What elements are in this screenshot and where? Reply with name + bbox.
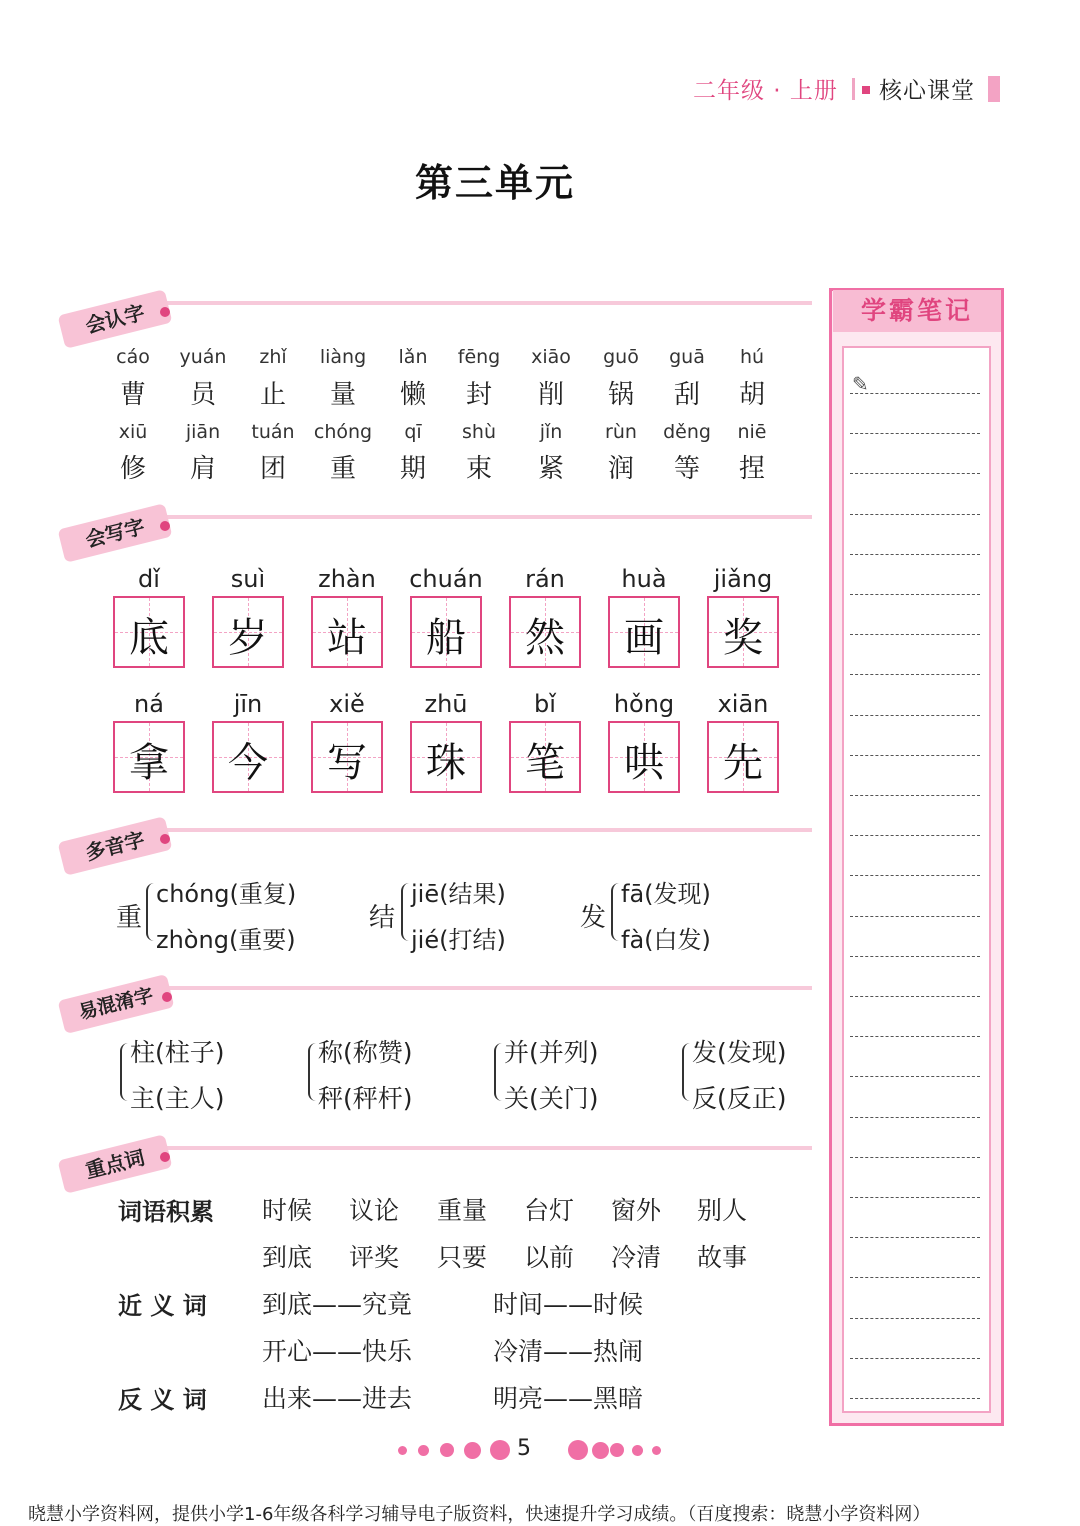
pinyin: niē xyxy=(737,421,767,443)
write-char: 奖 xyxy=(723,615,763,661)
write-char: 拿 xyxy=(129,740,169,786)
pinyin: xiě xyxy=(329,690,365,718)
pinyin: ná xyxy=(134,690,164,718)
pinyin: cáo xyxy=(116,346,150,368)
confusable-item: 发(发现) xyxy=(692,1038,787,1067)
polyphone-reading: chóng(重复) xyxy=(156,880,297,908)
write-char: 今 xyxy=(228,740,268,786)
pinyin: xiū xyxy=(118,421,148,443)
note-line xyxy=(850,1237,980,1238)
pinyin: shù xyxy=(462,421,496,443)
section-divider xyxy=(160,986,812,990)
note-line xyxy=(850,996,980,997)
tag-dot xyxy=(160,521,170,531)
polyphone-reading: jiē(结果) xyxy=(411,880,506,908)
keyword: 窗外 xyxy=(611,1196,662,1225)
recognize-char: 重 xyxy=(329,454,356,484)
pinyin: bǐ xyxy=(534,690,556,718)
recognize-char: 刮 xyxy=(673,380,700,410)
recognize-char: 曹 xyxy=(119,380,146,410)
brace xyxy=(308,1043,317,1101)
recognize-char: 胡 xyxy=(738,380,765,410)
write-char: 先 xyxy=(723,740,763,786)
note-line xyxy=(850,594,980,595)
notes-area xyxy=(842,346,991,1413)
recognize-char: 等 xyxy=(673,454,700,484)
note-line xyxy=(850,755,980,756)
keyword: 重量 xyxy=(437,1196,488,1225)
polyphone-reading: fà(白发) xyxy=(621,926,711,954)
brace xyxy=(611,883,621,941)
write-char: 写 xyxy=(327,740,367,786)
recognize-char: 封 xyxy=(465,380,492,410)
pinyin: hú xyxy=(739,346,765,368)
recognize-char: 润 xyxy=(607,454,634,484)
pinyin: xiāo xyxy=(531,346,571,368)
recognize-char: 量 xyxy=(329,380,356,410)
course-label: 核心课堂 xyxy=(879,78,975,104)
page-dot xyxy=(652,1446,661,1455)
brace xyxy=(120,1043,129,1101)
tag-dot xyxy=(162,992,172,1002)
pinyin: jiān xyxy=(185,421,221,443)
section-divider xyxy=(160,1146,812,1150)
polyphone-reading: jié(打结) xyxy=(411,926,506,954)
antonym-label: 反 义 词 xyxy=(118,1386,207,1414)
header-divider xyxy=(852,78,855,100)
polyphone-reading: zhòng(重要) xyxy=(156,926,296,954)
section-tag-recognize: 会认字 xyxy=(58,289,173,349)
pinyin: jīn xyxy=(233,690,263,718)
pinyin: hǒng xyxy=(613,690,675,718)
write-char: 底 xyxy=(129,615,169,661)
note-line xyxy=(850,634,980,635)
note-line xyxy=(850,1358,980,1359)
keyword: 议论 xyxy=(349,1196,400,1225)
pinyin: guō xyxy=(603,346,639,368)
polyphone-char: 重 xyxy=(116,903,143,933)
pinyin: xiān xyxy=(717,690,769,718)
note-line xyxy=(850,554,980,555)
recognize-char: 锅 xyxy=(607,380,634,410)
recognize-char: 员 xyxy=(189,380,216,410)
char-box xyxy=(707,596,779,668)
write-char: 珠 xyxy=(426,740,466,786)
pinyin: liàng xyxy=(319,346,367,368)
write-char: 然 xyxy=(525,615,565,661)
pencil-icon: ✎ xyxy=(852,372,869,396)
confusable-item: 关(关门) xyxy=(504,1084,599,1113)
unit-title: 第三单元 xyxy=(414,161,575,205)
notes-panel xyxy=(829,288,1004,1426)
note-line xyxy=(850,473,980,474)
note-line xyxy=(850,433,980,434)
char-box xyxy=(608,721,680,793)
note-line xyxy=(850,393,980,394)
page-dot xyxy=(632,1445,643,1456)
note-line xyxy=(850,514,980,515)
section-divider xyxy=(160,828,812,832)
note-line xyxy=(850,1197,980,1198)
write-char: 笔 xyxy=(525,740,565,786)
brace xyxy=(494,1043,503,1101)
tag-dot xyxy=(160,834,170,844)
confusable-item: 称(称赞) xyxy=(318,1038,413,1067)
page-dot xyxy=(418,1445,429,1456)
recognize-char: 期 xyxy=(399,454,426,484)
page-dot xyxy=(464,1442,481,1459)
keyword: 只要 xyxy=(437,1243,488,1272)
pinyin: chóng xyxy=(313,421,373,443)
char-box xyxy=(509,596,581,668)
recognize-char: 修 xyxy=(119,454,146,484)
confusable-item: 柱(柱子) xyxy=(130,1038,225,1067)
pinyin: qī xyxy=(404,421,422,443)
keyword: 到底 xyxy=(262,1243,313,1272)
page-dot xyxy=(490,1440,510,1460)
write-char: 岁 xyxy=(228,615,268,661)
note-line xyxy=(850,916,980,917)
page-dot xyxy=(592,1442,609,1459)
pinyin: tuán xyxy=(251,421,295,443)
tag-dot xyxy=(160,307,170,317)
pinyin: rán xyxy=(525,565,565,593)
polyphone-char: 发 xyxy=(580,903,607,933)
note-line xyxy=(850,674,980,675)
note-line xyxy=(850,1117,980,1118)
char-box xyxy=(212,721,284,793)
confusable-item: 秤(秤杆) xyxy=(318,1084,413,1113)
keyword: 冷清 xyxy=(611,1243,662,1272)
page-dot xyxy=(610,1443,624,1457)
confusable-item: 主(主人) xyxy=(130,1084,225,1113)
confusable-item: 并(并列) xyxy=(504,1038,599,1067)
recognize-char: 束 xyxy=(465,454,492,484)
pinyin: jǐn xyxy=(539,421,563,443)
char-box xyxy=(410,596,482,668)
keyword: 以前 xyxy=(524,1243,575,1272)
pinyin: děng xyxy=(663,421,711,443)
confusable-item: 反(反正) xyxy=(692,1084,787,1113)
char-box xyxy=(212,596,284,668)
notes-title: 学霸笔记 xyxy=(833,290,1001,332)
pinyin: guā xyxy=(669,346,705,368)
page-number: 5 xyxy=(517,1436,531,1461)
pinyin: lǎn xyxy=(398,346,428,368)
note-line xyxy=(850,835,980,836)
keyword: 评奖 xyxy=(349,1243,400,1272)
header-bar-decoration xyxy=(988,76,1000,102)
note-line xyxy=(850,795,980,796)
note-line xyxy=(850,1157,980,1158)
recognize-char: 止 xyxy=(259,380,286,410)
note-line xyxy=(850,875,980,876)
page-dot xyxy=(568,1440,588,1460)
section-tag-keywords: 重点词 xyxy=(58,1134,173,1194)
section-tag-confusable: 易混淆字 xyxy=(58,974,175,1034)
antonym-pair: 出来——进去 xyxy=(262,1384,413,1413)
pinyin: zhǐ xyxy=(259,346,287,368)
synonym-pair: 时间——时候 xyxy=(493,1290,644,1319)
recognize-char: 团 xyxy=(259,454,286,484)
note-line xyxy=(850,1036,980,1037)
accumulate-label: 词语积累 xyxy=(118,1198,214,1226)
keyword: 别人 xyxy=(697,1196,748,1225)
recognize-char: 懒 xyxy=(399,380,426,410)
pinyin: jiǎng xyxy=(713,565,773,593)
note-line xyxy=(850,1076,980,1077)
pinyin: fēng xyxy=(457,346,501,368)
note-line xyxy=(850,715,980,716)
write-char: 站 xyxy=(327,615,367,661)
section-tag-write: 会写字 xyxy=(58,503,173,563)
footer-text: 晓慧小学资料网，提供小学1-6年级各科学习辅导电子版资料，快速提升学习成绩。（百度搜索：晓慧小学资料网） xyxy=(28,1504,931,1525)
synonym-pair: 冷清——热闹 xyxy=(493,1337,644,1366)
char-box xyxy=(113,596,185,668)
char-box xyxy=(113,721,185,793)
pinyin: rùn xyxy=(605,421,637,443)
char-box xyxy=(410,721,482,793)
pinyin: zhū xyxy=(424,690,468,718)
write-char: 哄 xyxy=(624,740,664,786)
section-divider xyxy=(160,301,812,305)
keyword: 时候 xyxy=(262,1196,313,1225)
pinyin: zhàn xyxy=(318,565,376,593)
keyword: 故事 xyxy=(697,1243,748,1272)
antonym-pair: 明亮——黑暗 xyxy=(493,1384,644,1413)
pinyin: huà xyxy=(621,565,667,593)
header-square-icon xyxy=(862,86,870,94)
synonym-pair: 开心——快乐 xyxy=(262,1337,413,1366)
series-label: 二年级 · 上册 xyxy=(693,78,838,104)
write-char: 画 xyxy=(624,615,664,661)
note-line xyxy=(850,1277,980,1278)
pinyin: suì xyxy=(230,565,266,593)
write-char: 船 xyxy=(426,615,466,661)
note-line xyxy=(850,1398,980,1399)
synonym-pair: 到底——究竟 xyxy=(262,1290,413,1319)
section-divider xyxy=(160,515,812,519)
char-box xyxy=(509,721,581,793)
synonym-label: 近 义 词 xyxy=(118,1292,207,1320)
section-tag-polyphone: 多音字 xyxy=(58,816,173,876)
page-dot xyxy=(398,1446,407,1455)
polyphone-char: 结 xyxy=(369,903,396,933)
recognize-char: 紧 xyxy=(537,454,564,484)
polyphone-reading: fā(发现) xyxy=(621,880,711,908)
char-box xyxy=(608,596,680,668)
note-line xyxy=(850,956,980,957)
keyword: 台灯 xyxy=(524,1196,575,1225)
recognize-char: 捏 xyxy=(738,454,765,484)
brace xyxy=(146,883,156,941)
char-box xyxy=(311,721,383,793)
char-box xyxy=(311,596,383,668)
tag-dot xyxy=(160,1152,170,1162)
char-box xyxy=(707,721,779,793)
pinyin: yuán xyxy=(179,346,227,368)
pinyin: chuán xyxy=(409,565,483,593)
page-dot xyxy=(440,1443,454,1457)
recognize-char: 削 xyxy=(537,380,564,410)
note-line xyxy=(850,1318,980,1319)
brace xyxy=(401,883,411,941)
recognize-char: 肩 xyxy=(189,454,216,484)
pinyin: dǐ xyxy=(138,565,160,593)
brace xyxy=(682,1043,691,1101)
